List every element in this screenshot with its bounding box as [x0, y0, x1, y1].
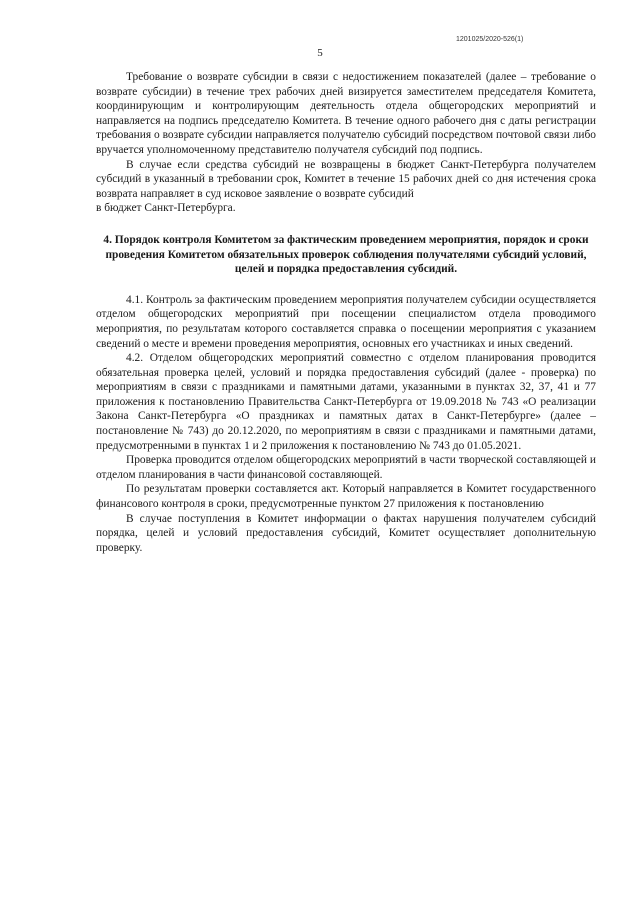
document-body [96, 70, 596, 555]
paragraph-court-claim: В случае если средства субсидий не возвращены в бюджет Санкт-Петербурга получателем субсидий в указанный в требовании срок, Комитет в течение 15 рабочих дней со дня истечения срока возврата направляет в суд исковое заявление о возврате субсидий [96, 158, 596, 200]
paragraph-refund-demand: Требование о возврате субсидии в связи с недостижением показателей (далее – требование о возврате субсидии) в течение трех рабочих дней визируется заместителем председателя Комитета, координирующим и контролирующим деятельность отдела общегородских мероприятий и направляется на подпись председателю Комитета. В течение одного рабочего дня с даты регистрации требования о возврате субсидии направляется получателю субсидий посредством почтовой связи либо вручается уполномоченному представителю получателя субсидий под подпись. [96, 71, 596, 156]
paragraph-4-2: 4.2. Отделом общегородских мероприятий совместно с отделом планирования проводится обязательная проверка целей, условий и порядка предоставления субсидий (далее - проверка) по мероприятиям в связи с праздниками и памятными датами, указанными в пунктах 32, 37, 41 и 77 приложения к постановлению Правительства Санкт-Петербурга от 19.09.2018 № 743 «О реализации Закона Санкт-Петербурга «О праздниках и памятных датах в Санкт-Петербурге» (далее – постановление № 743) до 20.12.2020, по мероприятиям в связи с праздниками и памятными датами, предусмотренными в пунктах 1 и 2 приложения к постановлению № 743 до 01.05.2021. [96, 352, 596, 452]
paragraph-additional-check: В случае поступления в Комитет информации о фактах нарушения получателем субсидий порядка, целей и условий предоставления субсидий, Комитет осуществляет дополнительную проверку. [96, 512, 596, 554]
paragraph-court-claim-end: в бюджет Санкт-Петербурга. [96, 202, 236, 215]
paragraph-check-act: По результатам проверки составляется акт. Который направляется в Комитет государственного финансового контроля в сроки, предусмотренные пунктом 27 приложения к постановлению [96, 483, 596, 511]
paragraph-4-1: 4.1. Контроль за фактическим проведением мероприятия получателем субсидии осуществляется отделом общегородских мероприятий при посещении специалистом отдела проводимого мероприятия, по результатам которого составляется справка о посещении мероприятия с указанием сведений о месте и времени проведения мероприятия, основных его участниках и иных сведений. [96, 293, 596, 350]
page-number: 5 [317, 47, 323, 59]
paragraph-check-parts: Проверка проводится отделом общегородских мероприятий в части творческой составляющей и отделом планирования в части финансовой составляющей. [96, 454, 596, 481]
section-heading: 4. Порядок контроля Комитетом за фактическим проведением мероприятия, порядок и сроки проведения Комитетом обязательных проверок соблюдения получателями субсидий условий, целей и порядка предоставления субсидий. [103, 233, 589, 276]
document-registration-code: 1201025/2020-526(1) [456, 36, 524, 43]
